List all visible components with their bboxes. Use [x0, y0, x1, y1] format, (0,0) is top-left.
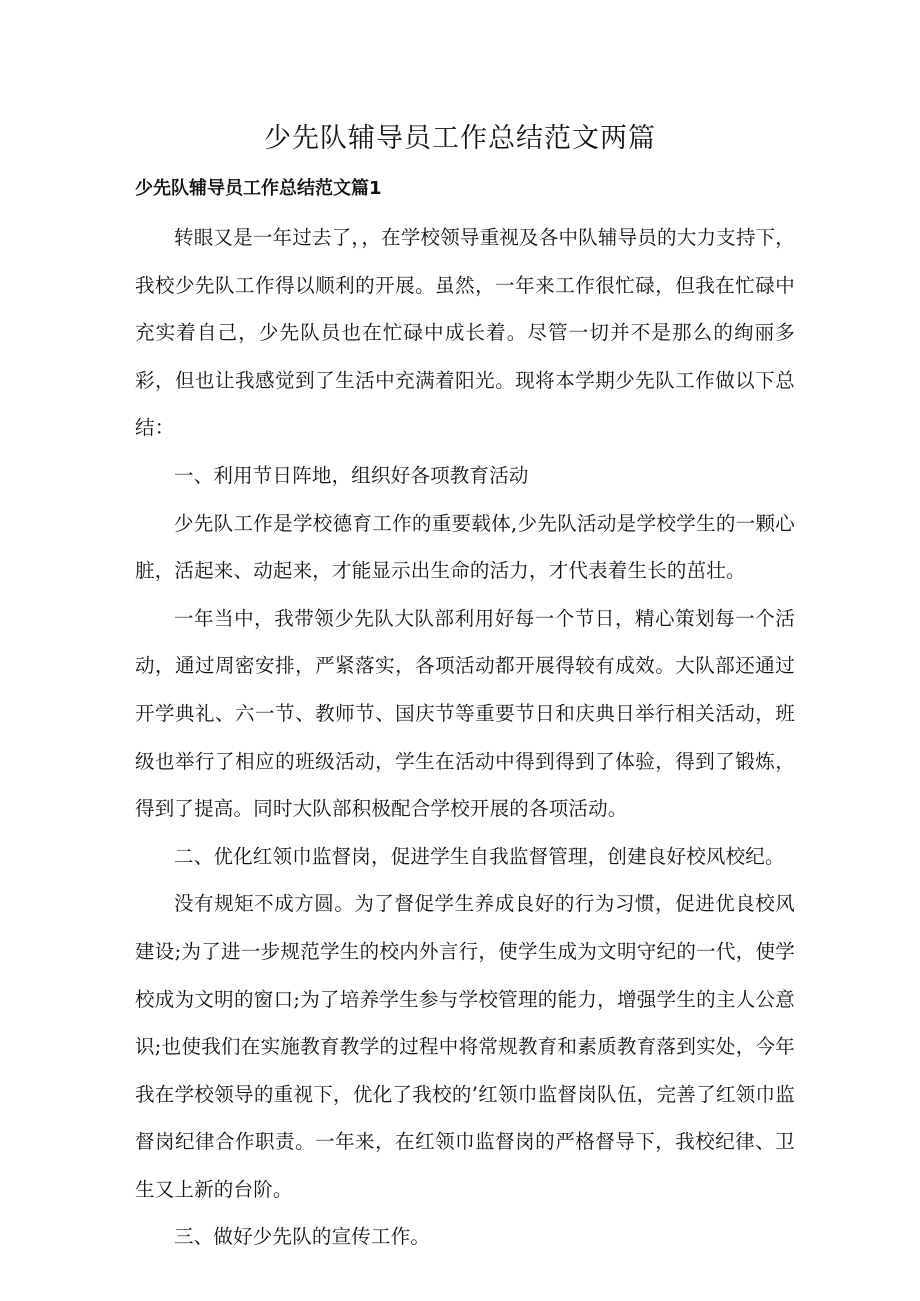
- paragraph: 少先队工作是学校德育工作的重要载体,少先队活动是学校学生的一颗心脏，活起来、动起来，才能显示出生命的活力，才代表着生长的茁壮。: [135, 511, 795, 583]
- paragraph-heading-two: 二、优化红领巾监督岗，促进学生自我监督管理，创建良好校风校纪。: [174, 844, 785, 868]
- section-heading: 少先队辅导员工作总结范文篇1: [135, 178, 382, 199]
- paragraph-intro: 转眼又是一年过去了，，在学校领导重视及各中队辅导员的大力支持下，我校少先队工作得以顺利的开展。虽然，一年来工作很忙碌，但我在忙碌中充实着自己，少先队员也在忙碌中成长着。尽管一切并不是那么的绚丽多彩，但也让我感觉到了生活中充满着阳光。现将本学期少先队工作做以下总结：: [135, 226, 795, 440]
- paragraph: 一年当中，我带领少先队大队部利用好每一个节日，精心策划每一个活动，通过周密安排，严紧落实，各项活动都开展得较有成效。大队部还通过开学典礼、六一节、教师节、国庆节等重要节日和庆典日举行相关活动，班级也举行了相应的班级活动，学生在活动中得到得到了体验，得到了锻炼，得到了提高。同时大队部积极配合学校开展的各项活动。: [135, 606, 795, 821]
- paragraph: 没有规矩不成方圆。为了督促学生养成良好的行为习惯，促进优良校风建设;为了进一步规范学生的校内外言行，使学生成为文明守纪的一代，使学校成为文明的窗口;为了培养学生参与学校管理的能力，增强学生的主人公意识;也使我们在实施教育教学的过程中将常规教育和素质教育落到实处，今年我在学校领导的重视下，优化了我校的’红领巾监督岗队伍，完善了红领巾监督岗纪律合作职责。一年来，在红领巾监督岗的严格督导下，我校纪律、卫生又上新的台阶。: [135, 892, 795, 1201]
- paragraph-heading-three: 三、做好少先队的宣传工作。: [174, 1225, 431, 1249]
- document-title: 少先队辅导员工作总结范文两篇: [264, 123, 656, 154]
- paragraph-heading-one: 一、利用节日阵地，组织好各项教育活动: [174, 463, 529, 487]
- document-body: [135, 214, 795, 1261]
